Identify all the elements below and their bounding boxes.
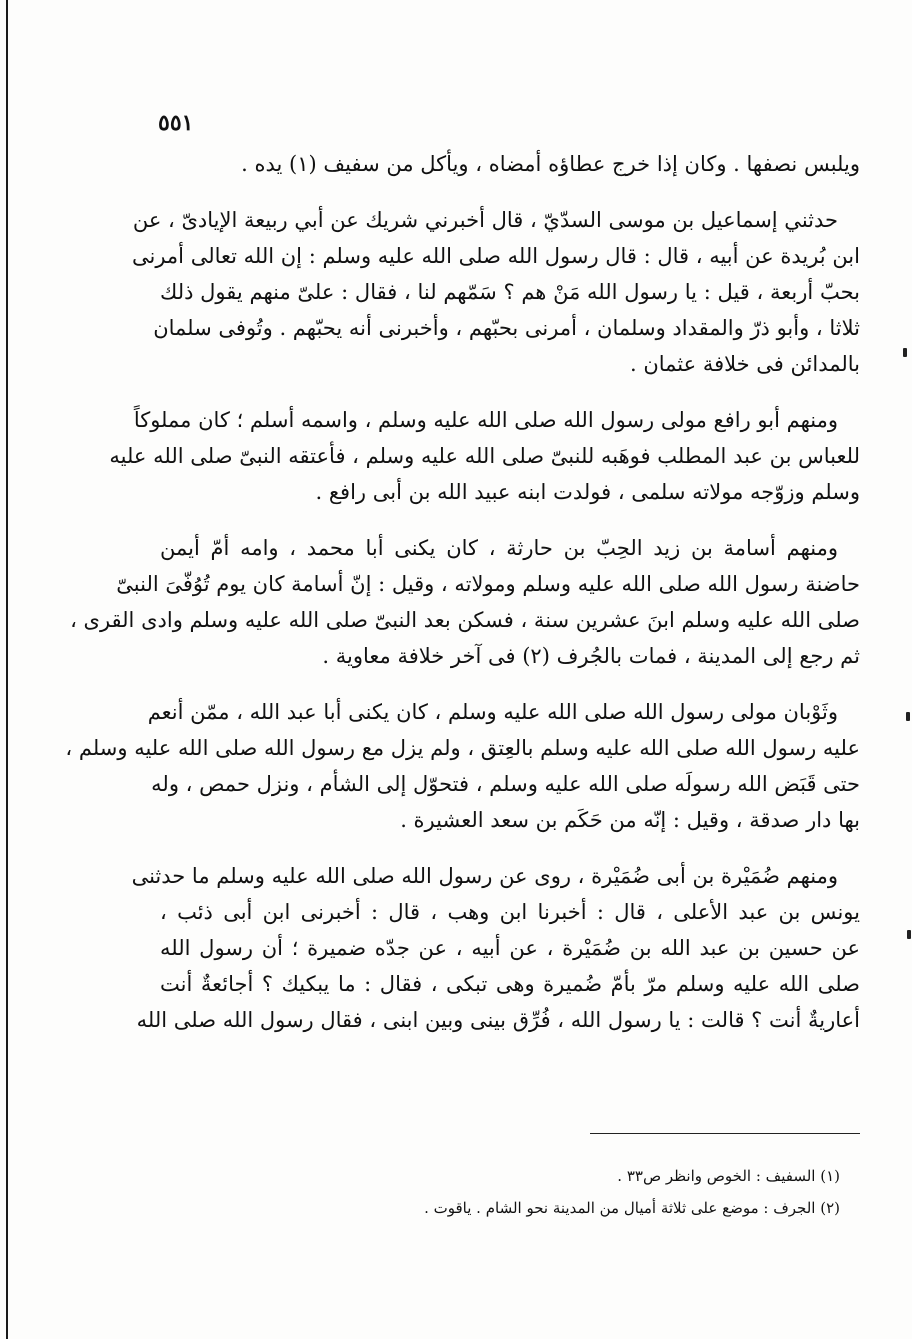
text-line: ثم رجع إلى المدينة ، فمات بالجُرف (٢) فى آخر خلافة معاوية .: [322, 644, 860, 668]
footnotes: [380, 1160, 840, 1224]
page-edge-line: [6, 0, 8, 1339]
text-line: ثلاثا ، وأبو ذرّ والمقداد وسلمان ، أمرنى بحبّهم ، وأخبرنى أنه يحبّهم . وتُوفى سلمان: [153, 316, 860, 340]
text-line: بالمدائن فى خلافة عثمان .: [629, 352, 860, 376]
text-line: يونس بن عبد الأعلى ، قال : أخبرنا ابن وهب ، قال : أخبرنى ابن أبى ذئب ،: [160, 900, 860, 924]
text-line: ومنهم ضُمَيْرة بن أبى ضُمَيْرة ، روى عن رسول الله صلى الله عليه وسلم ما حدثنى: [131, 864, 838, 888]
main-text: [65, 146, 860, 1038]
text-line: أعاريةٌ أنت ؟ قالت : يا رسول الله ، فُرِّق بينى وبين ابنى ، فقال رسول الله صلى الله: [136, 1008, 860, 1032]
text-line: ويلبس نصفها . وكان إذا خرج عطاؤه أمضاه ، ويأكل من سفيف (١) يده .: [241, 152, 860, 176]
text-line: عليه رسول الله صلى الله عليه وسلم بالعِتق ، ولم يزل مع رسول الله صلى الله عليه وسلم ،: [65, 736, 860, 760]
footnote: (٢) الجرف : موضع على ثلاثة أميال من المدينة نحو الشام . ياقوت .: [424, 1199, 840, 1217]
margin-mark: [906, 712, 910, 721]
text-line: عن حسين بن عبد الله بن ضُمَيْرة ، عن أبيه ، عن جدّه ضميرة ؛ أن رسول الله: [160, 936, 860, 960]
text-line: بحبّ أربعة ، قيل : يا رسول الله مَنْ هم ؟ سَمّهم لنا ، فقال : علىّ منهم يقول ذلك: [160, 280, 860, 304]
text-line: ومنهم أسامة بن زيد الحِبّ بن حارثة ، كان يكنى أبا محمد ، وامه أمّ أيمن: [160, 536, 838, 560]
text-line: حاضنة رسول الله صلى الله عليه وسلم ومولاته ، وقيل : إنّ أسامة كان يوم تُوُفّىَ النبىّ: [116, 572, 860, 596]
text-line: صلى الله عليه وسلم ابنَ عشرين سنة ، فسكن بعد النبىّ صلى الله عليه وسلم وادى القرى ،: [70, 608, 860, 632]
text-line: ابن بُريدة عن أبيه ، قال : قال رسول الله صلى الله عليه وسلم : إن الله تعالى أمرنى: [132, 244, 860, 268]
margin-mark: [907, 930, 911, 939]
text-line: وثَوْبان مولى رسول الله صلى الله عليه وسلم ، كان يكنى أبا عبد الله ، ممّن أنعم: [147, 700, 838, 724]
text-line: للعباس بن عبد المطلب فوهَبه للنبىّ صلى الله عليه وسلم ، فأعتقه النبىّ صلى الله عليه: [109, 444, 860, 468]
page-number: ٥٥١: [158, 110, 194, 136]
text-line: وسلم وزوّجه مولاته سلمى ، فولدت ابنه عبيد الله بن أبى رافع .: [315, 480, 860, 504]
margin-mark: [903, 348, 907, 357]
text-line: حتى قَبَض الله رسولَه صلى الله عليه وسلم ، فتحوّل إلى الشأم ، ونزل حمص ، وله: [151, 772, 860, 796]
text-line: بها دار صدقة ، وقيل : إنّه من حَكَم بن سعد العشيرة .: [400, 808, 860, 832]
text-line: حدثني إسماعيل بن موسى السدّيّ ، قال أخبرني شريك عن أبي ربيعة الإيادىّ ، عن: [132, 208, 838, 232]
text-line: صلى الله عليه وسلم مرّ بأمّ ضُميرة وهى تبكى ، فقال : ما يبكيك ؟ أجائعةٌ أنت: [160, 972, 860, 996]
footnote: (١) السفيف : الخوص وانظر ص٣٣ .: [617, 1167, 840, 1185]
footnote-divider: [590, 1133, 860, 1134]
text-line: ومنهم أبو رافع مولى رسول الله صلى الله عليه وسلم ، واسمه أسلم ؛ كان مملوكاً: [133, 408, 838, 432]
